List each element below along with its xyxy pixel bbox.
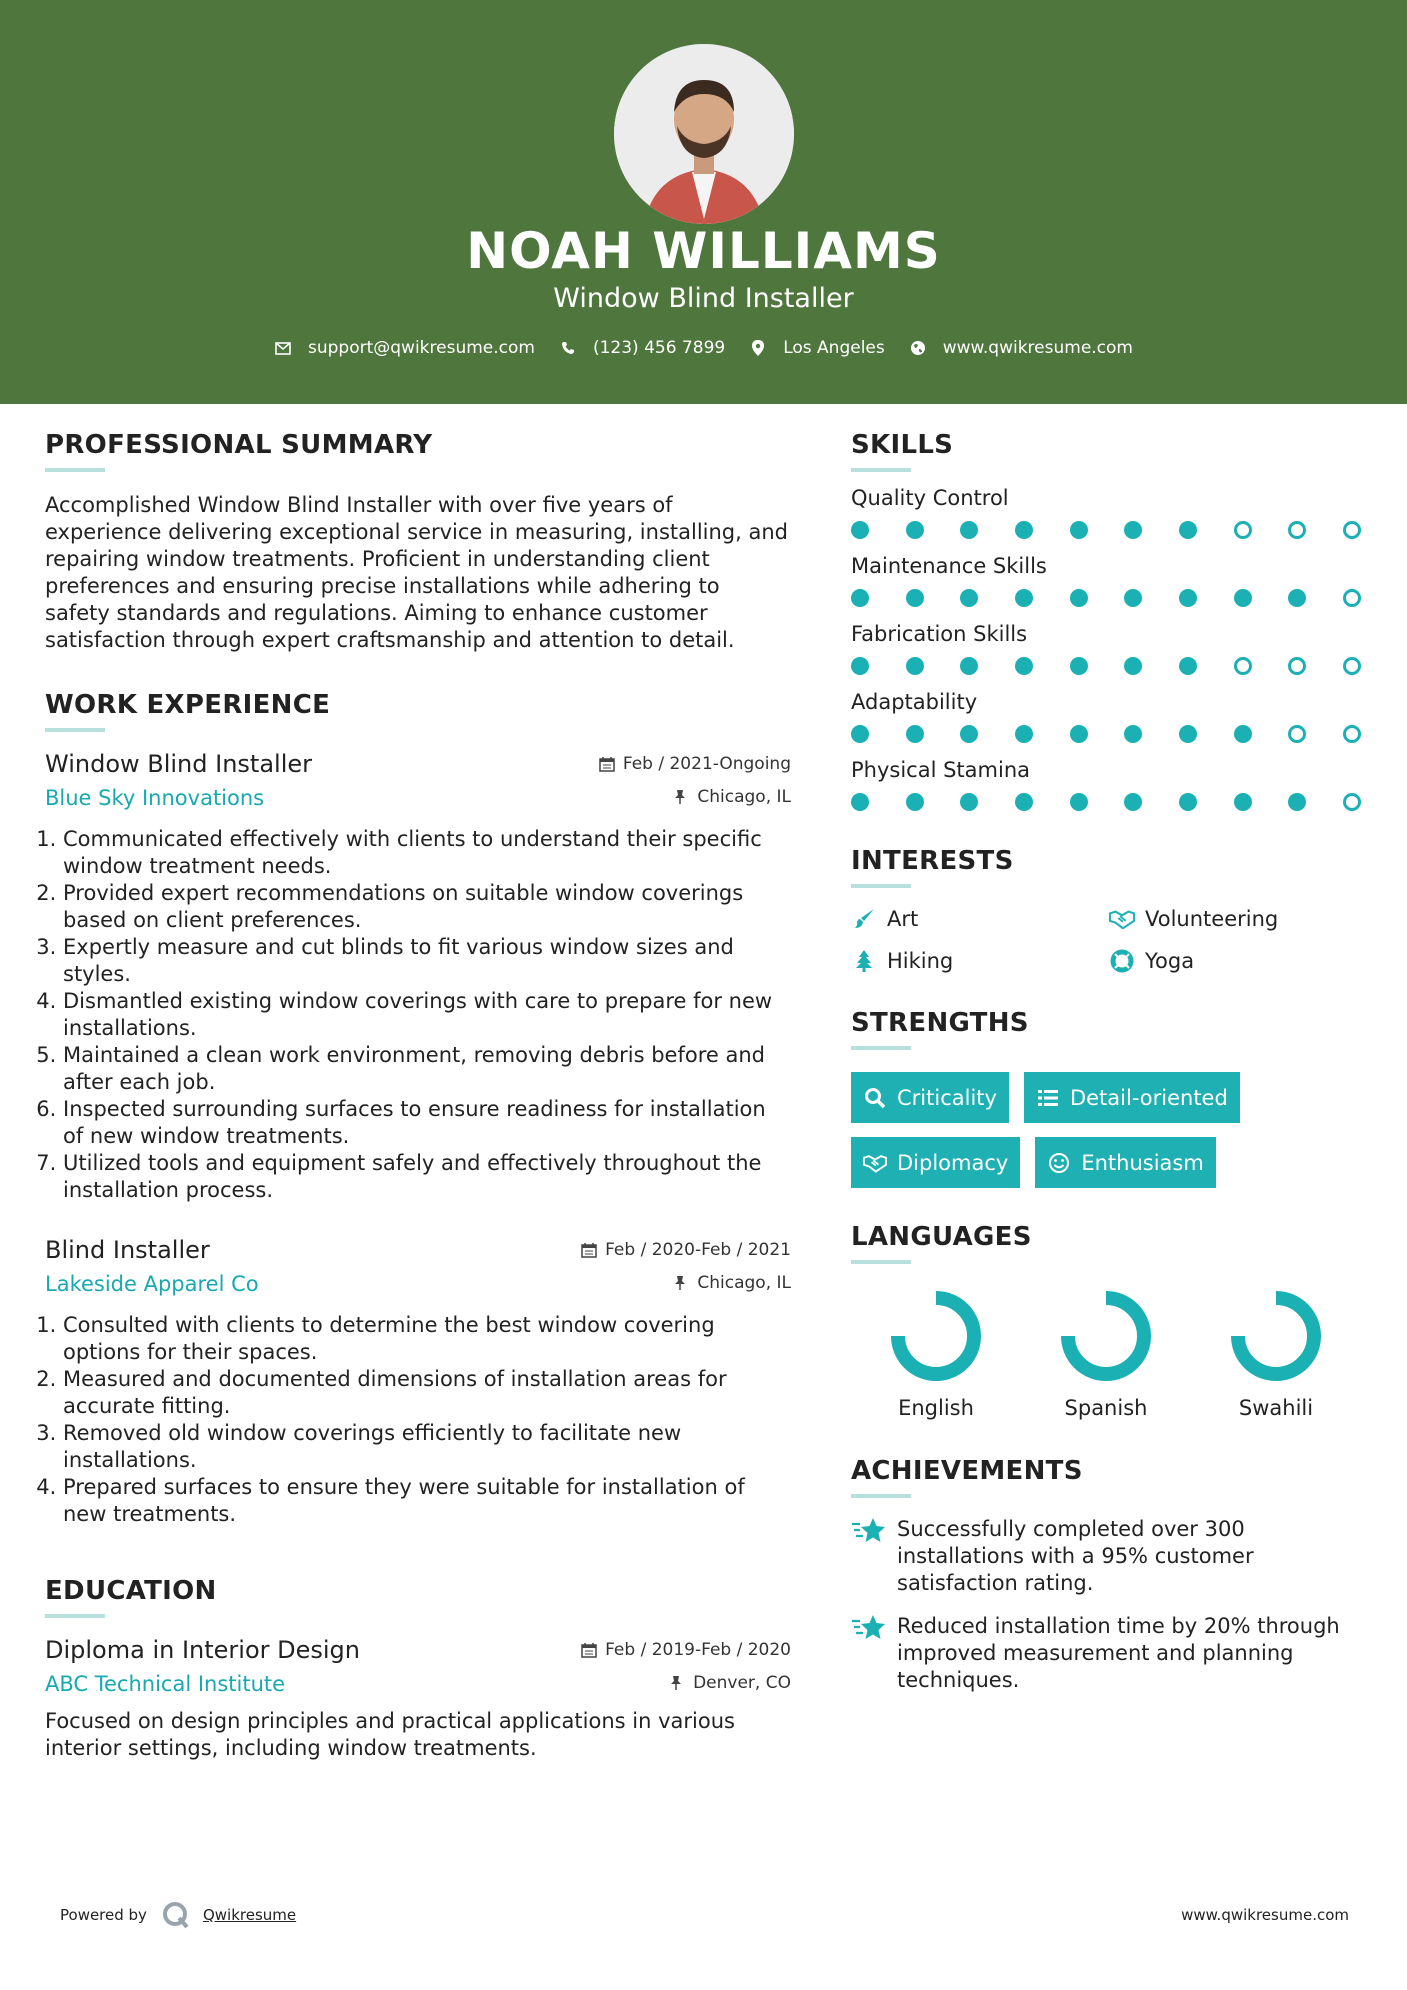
pushpin-icon [673, 789, 689, 805]
rating-dot-filled [1070, 589, 1088, 607]
strength-label: Detail-oriented [1069, 1085, 1228, 1110]
section-underline [45, 468, 105, 472]
section-underline [45, 1614, 105, 1618]
languages-list [851, 1290, 1371, 1420]
achievement-text: Successfully completed over 300 installations with a 95% customer satisfaction rating. [897, 1517, 1254, 1595]
section-underline [851, 1260, 911, 1264]
rating-dot-filled [1070, 657, 1088, 675]
contact-bar [0, 338, 1407, 358]
lifebuoy-icon [1109, 948, 1135, 974]
strength-tag [1035, 1137, 1215, 1188]
skill-name: Adaptability [851, 690, 978, 714]
rating-dot-empty [1234, 657, 1252, 675]
strengths-list [851, 1072, 1371, 1188]
rating-dot-filled [960, 521, 978, 539]
interest-item [1109, 948, 1349, 974]
rating-dot-filled [851, 793, 869, 811]
languages-section [851, 1222, 1371, 1420]
rating-dot-filled [1234, 793, 1252, 811]
language-name: Swahili [1238, 1396, 1314, 1420]
section-underline [851, 1046, 911, 1050]
achievements-title: ACHIEVEMENTS [851, 1456, 1083, 1486]
list-item: 3. Removed old window coverings efficiently to facilitate new installations. [63, 1420, 791, 1474]
strengths-title: STRENGTHS [851, 1008, 1029, 1038]
rating-dot-filled [1015, 793, 1033, 811]
languages-title: LANGUAGES [851, 1222, 1032, 1252]
language-level-arc [1068, 1298, 1144, 1374]
brand-link[interactable]: Qwikresume [202, 1906, 297, 1924]
skills-list [851, 486, 1371, 812]
summary-section [45, 430, 791, 654]
pushpin-icon [673, 1275, 689, 1291]
job-bullets [45, 826, 791, 1204]
rating-dot-filled [1234, 589, 1252, 607]
skill-name: Maintenance Skills [851, 554, 1047, 578]
rating-dot-filled [960, 725, 978, 743]
list-item: 3. Expertly measure and cut blinds to fit various window sizes and styles. [63, 934, 791, 988]
job-title: Blind Installer [45, 1236, 210, 1264]
job-company: Blue Sky Innovations [45, 786, 265, 810]
rating-dot-filled [1015, 589, 1033, 607]
interest-item [1109, 906, 1349, 932]
envelope-icon [274, 339, 292, 357]
candidate-name: NOAH WILLIAMS [466, 222, 941, 280]
interest-label: Yoga [1145, 949, 1195, 973]
rating-dot-filled [1179, 725, 1197, 743]
qwikresume-logo-icon [161, 1900, 191, 1930]
strength-label: Diplomacy [897, 1150, 1009, 1175]
section-underline [851, 884, 911, 888]
contact-location [749, 338, 885, 358]
language-ring [1060, 1290, 1152, 1382]
list-item: 2. Provided expert recommendations on suitable window coverings based on client preferences. [63, 880, 791, 934]
paintbrush-icon [851, 906, 877, 932]
footer-website[interactable]: www.qwikresume.com [1181, 1906, 1349, 1924]
achievements-section [851, 1456, 1371, 1694]
list-item: 2. Measured and documented dimensions of installation areas for accurate fitting. [63, 1366, 791, 1420]
language-item [1021, 1290, 1191, 1420]
skill-rating [851, 724, 1361, 744]
rating-dot-filled [1288, 589, 1306, 607]
rating-dot-filled [1179, 521, 1197, 539]
achievement-text: Reduced installation time by 20% through improved measurement and planning techniques. [897, 1614, 1340, 1692]
strength-label: Enthusiasm [1081, 1150, 1204, 1175]
powered-by-label: Powered by [60, 1906, 147, 1924]
rating-dot-filled [906, 589, 924, 607]
rating-dot-empty [1288, 521, 1306, 539]
strength-label: Criticality [897, 1085, 997, 1110]
right-column [851, 430, 1371, 1694]
skills-section [851, 430, 1371, 812]
left-column [45, 430, 791, 1762]
rating-dot-empty [1343, 793, 1361, 811]
rating-dot-filled [906, 725, 924, 743]
skill-rating [851, 520, 1361, 540]
rating-dot-filled [1288, 793, 1306, 811]
rating-dot-filled [1124, 725, 1142, 743]
list-item: 6. Inspected surrounding surfaces to ensure readiness for installation of new window treatments. [63, 1096, 791, 1150]
job-bullets [45, 1312, 791, 1528]
contact-email[interactable] [274, 338, 535, 358]
strength-tag [851, 1072, 1009, 1123]
experience-title: WORK EXPERIENCE [45, 690, 331, 720]
education-entry [45, 1636, 791, 1762]
contact-phone-text: (123) 456 7899 [592, 338, 726, 358]
list-item: 1. Consulted with clients to determine the best window covering options for their spaces. [63, 1312, 791, 1366]
rating-dot-empty [1288, 725, 1306, 743]
summary-text: Accomplished Window Blind Installer with over five years of experience delivering exceptional service in measuring, installing, and repairing window treatments. Proficient in understanding client preferences and ensuring precise installations while adhering to safety standards and regulations. Aiming to enhance customer satisfaction through expert craftsmanship and attention to detail. [45, 493, 788, 652]
candidate-role: Window Blind Installer [553, 283, 854, 314]
rating-dot-empty [1234, 521, 1252, 539]
rating-dot-empty [1343, 725, 1361, 743]
education-dates [581, 1640, 791, 1660]
job-location [673, 1273, 791, 1293]
interest-item [851, 906, 1109, 932]
list-icon [1036, 1086, 1060, 1110]
footer-powered-by [60, 1900, 296, 1930]
rating-dot-filled [1179, 657, 1197, 675]
rating-dot-filled [960, 589, 978, 607]
contact-phone[interactable] [559, 338, 725, 358]
language-level-arc [1238, 1298, 1314, 1374]
list-item: 4. Prepared surfaces to ensure they were suitable for installation of new treatments. [63, 1474, 791, 1528]
star-icon [851, 1516, 887, 1546]
contact-location-text: Los Angeles [783, 338, 885, 358]
education-text: Focused on design principles and practical applications in various interior settings, including window treatments. [45, 1709, 735, 1760]
rating-dot-filled [1015, 521, 1033, 539]
strengths-section [851, 1008, 1371, 1188]
rating-dot-filled [851, 657, 869, 675]
skill-rating [851, 792, 1361, 812]
skill-name: Fabrication Skills [851, 622, 1028, 646]
contact-website-text: www.qwikresume.com [942, 338, 1133, 358]
job-dates [581, 1240, 791, 1260]
job-title: Window Blind Installer [45, 750, 313, 778]
education-section [45, 1576, 791, 1762]
education-title: EDUCATION [45, 1576, 217, 1606]
rating-dot-filled [1015, 725, 1033, 743]
skill-name: Quality Control [851, 486, 1009, 510]
rating-dot-empty [1343, 589, 1361, 607]
degree-title: Diploma in Interior Design [45, 1636, 360, 1664]
rating-dot-filled [1124, 657, 1142, 675]
strength-tag [1024, 1072, 1240, 1123]
interests-list [851, 906, 1371, 974]
contact-website[interactable] [909, 338, 1133, 358]
job-dates [599, 754, 791, 774]
profile-photo-image [614, 44, 794, 224]
summary-title: PROFESSIONAL SUMMARY [45, 430, 433, 460]
job-company: Lakeside Apparel Co [45, 1272, 259, 1296]
search-icon [863, 1086, 887, 1110]
list-item: 5. Maintained a clean work environment, removing debris before and after each job. [63, 1042, 791, 1096]
skills-title: SKILLS [851, 430, 954, 460]
interest-item [851, 948, 1109, 974]
section-underline [851, 468, 911, 472]
section-underline [851, 1494, 911, 1498]
interest-label: Hiking [887, 949, 954, 973]
language-level-arc [898, 1298, 974, 1374]
education-location-text: Denver, CO [693, 1673, 791, 1693]
calendar-icon [581, 1642, 597, 1658]
phone-icon [559, 339, 577, 357]
rating-dot-filled [906, 793, 924, 811]
list-item: 4. Dismantled existing window coverings with care to prepare for new installations. [63, 988, 791, 1042]
smile-icon [1047, 1151, 1071, 1175]
rating-dot-filled [851, 521, 869, 539]
resume-header [0, 0, 1407, 404]
rating-dot-empty [1343, 521, 1361, 539]
section-underline [45, 728, 105, 732]
job-location-text: Chicago, IL [697, 787, 791, 807]
rating-dot-filled [1070, 521, 1088, 539]
job-location-text: Chicago, IL [697, 1273, 791, 1293]
job-location [673, 787, 791, 807]
language-item [1191, 1290, 1361, 1420]
calendar-icon [581, 1242, 597, 1258]
skill-rating [851, 656, 1361, 676]
calendar-icon [599, 756, 615, 772]
list-item: 1. Communicated effectively with clients to understand their specific window treatment needs. [63, 826, 791, 880]
rating-dot-filled [1124, 793, 1142, 811]
school-name: ABC Technical Institute [45, 1672, 286, 1696]
interests-section [851, 846, 1371, 974]
language-ring [890, 1290, 982, 1382]
rating-dot-filled [1124, 521, 1142, 539]
handshake-icon [863, 1151, 887, 1175]
rating-dot-filled [1179, 793, 1197, 811]
skill-name: Physical Stamina [851, 758, 1031, 782]
job-dates-text: Feb / 2020-Feb / 2021 [605, 1240, 791, 1260]
interest-label: Art [887, 907, 919, 931]
education-location [669, 1673, 791, 1693]
rating-dot-filled [1070, 793, 1088, 811]
language-item [851, 1290, 1021, 1420]
language-name: Spanish [1064, 1396, 1148, 1420]
contact-email-text: support@qwikresume.com [308, 338, 535, 358]
achievement-item [851, 1516, 1371, 1597]
star-icon [851, 1613, 887, 1643]
job-dates-text: Feb / 2021-Ongoing [622, 754, 791, 774]
tree-icon [851, 948, 877, 974]
job-entry [45, 750, 791, 1204]
profile-photo [614, 44, 794, 224]
experience-section [45, 690, 791, 1528]
education-dates-text: Feb / 2019-Feb / 2020 [605, 1640, 791, 1660]
rating-dot-filled [851, 725, 869, 743]
rating-dot-filled [1015, 657, 1033, 675]
map-pin-icon [749, 339, 767, 357]
interest-label: Volunteering [1145, 907, 1279, 931]
strength-tag [851, 1137, 1020, 1188]
rating-dot-filled [960, 793, 978, 811]
rating-dot-filled [1234, 725, 1252, 743]
rating-dot-filled [906, 657, 924, 675]
interests-title: INTERESTS [851, 846, 1014, 876]
rating-dot-filled [1124, 589, 1142, 607]
language-name: English [898, 1396, 974, 1420]
skill-rating [851, 588, 1361, 608]
job-entry [45, 1236, 791, 1528]
rating-dot-empty [1288, 657, 1306, 675]
handshake-icon [1109, 906, 1135, 932]
language-ring [1230, 1290, 1322, 1382]
rating-dot-filled [1179, 589, 1197, 607]
rating-dot-filled [851, 589, 869, 607]
rating-dot-filled [906, 521, 924, 539]
rating-dot-filled [960, 657, 978, 675]
list-item: 7. Utilized tools and equipment safely and effectively throughout the installation process. [63, 1150, 791, 1204]
rating-dot-empty [1343, 657, 1361, 675]
achievement-item [851, 1613, 1371, 1694]
pushpin-icon [669, 1675, 685, 1691]
globe-icon [909, 339, 927, 357]
rating-dot-filled [1070, 725, 1088, 743]
